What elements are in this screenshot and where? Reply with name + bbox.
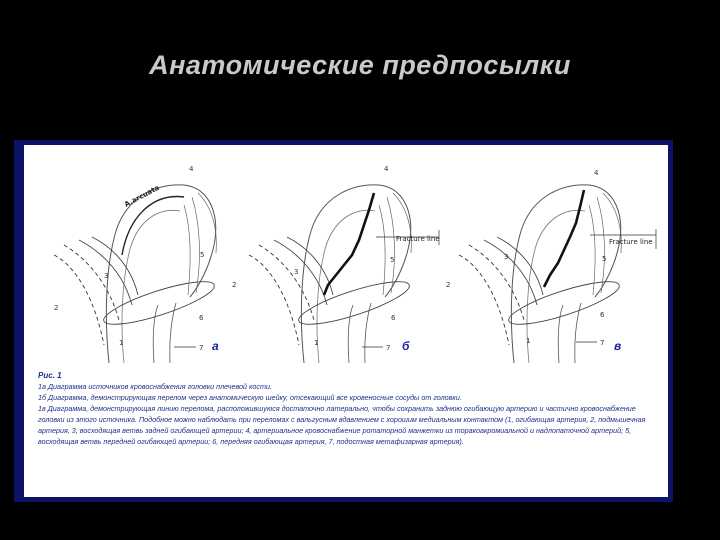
label-7: 7 [600,339,605,347]
diagram-svg [24,145,668,370]
label-3: 3 [294,268,299,276]
panel-a [54,165,219,363]
label-3: 3 [504,253,509,261]
label-7: 7 [199,344,204,352]
caption-line-1c: 1в Диаграмма, демонстрирующая линию перелома, расположившуюся достаточно латерально, чтобы сохранить заднюю огибающую артерию и частично кровоснабжение головки из этого источника. Подобное можно наблюдать при переломах с вальгусным вдавлением с хорошим медиальным контактом (1, огибающая артерия, 2, подмышечная артерия, 3, восходящая ветвь задней огибающей артерии; 4, артериальное кровоснабжение ротаторной манжетки из торакоакромиальной и надлопаточной артерий; 5, восходящая ветвь передней огибающей артерии; 6, передняя огибающая артерия, 7, подостная метафизарная артерия). [38,404,646,446]
label-4: 4 [594,169,599,177]
caption-heading: Рис. 1 [38,371,62,380]
label-5: 5 [602,255,607,263]
panel-b-letter: б [402,339,410,353]
label-2: 2 [54,304,59,312]
label-4: 4 [189,165,194,173]
fracture-label-c: Fracture line [609,238,653,246]
panel-c [446,169,656,363]
panel-c-letter: в [614,339,622,353]
label-1: 1 [526,337,531,345]
label-4: 4 [384,165,389,173]
label-2: 2 [446,281,451,289]
label-6: 6 [391,314,396,322]
label-2: 2 [232,281,237,289]
panel-b [232,165,440,363]
slide-title: Анатомические предпосылки [149,50,571,80]
label-6: 6 [199,314,204,322]
label-1: 1 [314,339,319,347]
label-6: 6 [600,311,605,319]
arc-label: A.arcuata [123,183,161,209]
label-7: 7 [386,344,391,352]
anatomy-figure [24,145,668,497]
fracture-label-b: Fracture line [396,235,440,243]
panel-a-letter: а [212,339,219,353]
label-1: 1 [119,339,124,347]
label-3: 3 [104,272,109,280]
caption-line-1b: 1б Диаграмма, демонстрирующая перелом через анатомическую шейку, отсекающий все кровеносные сосуды от головки. [38,393,462,402]
label-5: 5 [390,256,395,264]
label-5: 5 [200,251,205,259]
caption-line-1a: 1а Диаграмма источников кровоснабжения головки плечевой кости. [38,382,273,391]
figure-caption [38,370,658,447]
